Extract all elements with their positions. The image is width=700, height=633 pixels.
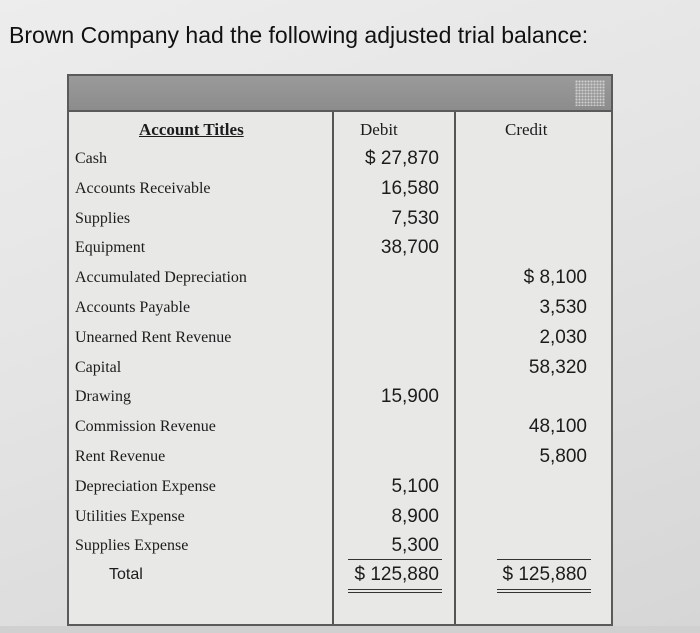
account-title-cell: Commission Revenue bbox=[75, 418, 216, 436]
account-title-cell: Unearned Rent Revenue bbox=[75, 328, 232, 346]
credit-double-underline bbox=[497, 592, 591, 593]
account-title-cell: Rent Revenue bbox=[75, 448, 166, 465]
debit-cell: 7,530 bbox=[391, 207, 439, 229]
account-title-cell: Cash bbox=[75, 150, 107, 167]
debit-total-rule bbox=[348, 559, 442, 560]
account-title-cell: Supplies Expense bbox=[75, 537, 189, 555]
table-row bbox=[69, 265, 611, 295]
credit-header: Credit bbox=[505, 120, 548, 139]
table-row bbox=[69, 146, 611, 176]
account-title-cell: Accumulated Depreciation bbox=[75, 269, 247, 287]
debit-header: Debit bbox=[360, 120, 398, 139]
debit-cell: 15,900 bbox=[380, 386, 439, 408]
debit-double-underline bbox=[348, 589, 442, 590]
table-row bbox=[69, 414, 611, 444]
account-title-cell: Depreciation Expense bbox=[75, 477, 216, 495]
total-row bbox=[69, 562, 611, 592]
total-debit: $ 125,880 bbox=[354, 564, 439, 585]
table-row bbox=[69, 444, 611, 474]
table-row bbox=[69, 235, 611, 265]
debit-cell: 5,100 bbox=[391, 475, 439, 497]
credit-cell: 3,530 bbox=[539, 297, 587, 318]
account-title-cell: Accounts Payable bbox=[75, 299, 191, 316]
page-title: Brown Company had the following adjusted trial balance: bbox=[9, 22, 589, 48]
debit-cell: 5,300 bbox=[391, 535, 439, 557]
table-row bbox=[69, 176, 611, 206]
credit-cell: 5,800 bbox=[539, 446, 587, 467]
table-row bbox=[69, 355, 611, 385]
table-row bbox=[69, 295, 611, 325]
account-title-cell: Utilities Expense bbox=[75, 507, 185, 525]
page-bottom-edge bbox=[0, 626, 700, 633]
account-title-cell: Equipment bbox=[75, 239, 146, 257]
debit-cell: 8,900 bbox=[391, 505, 439, 527]
table-header-band bbox=[69, 76, 611, 112]
credit-cell: $ 8,100 bbox=[523, 267, 587, 289]
debit-cell: 38,700 bbox=[380, 237, 439, 259]
table-row bbox=[69, 325, 611, 355]
table-row bbox=[69, 206, 611, 236]
credit-double-underline bbox=[497, 589, 591, 590]
table-row bbox=[69, 384, 611, 414]
total-credit: $ 125,880 bbox=[502, 564, 587, 585]
account-title-cell: Accounts Receivable bbox=[75, 179, 211, 197]
account-title-cell: Drawing bbox=[75, 388, 131, 406]
trial-balance-table bbox=[67, 74, 613, 626]
account-title-cell: Capital bbox=[75, 358, 122, 376]
credit-total-rule bbox=[497, 559, 591, 560]
account-title-cell: Supplies bbox=[75, 209, 131, 227]
debit-cell: 16,580 bbox=[380, 177, 439, 199]
table-row bbox=[69, 474, 611, 504]
header-pattern bbox=[575, 80, 605, 106]
debit-cell: $ 27,870 bbox=[365, 148, 439, 169]
debit-double-underline bbox=[348, 592, 442, 593]
table-row bbox=[69, 504, 611, 534]
total-label: Total bbox=[109, 566, 143, 583]
account-titles-header: Account Titles bbox=[139, 120, 244, 139]
credit-cell: 48,100 bbox=[528, 416, 587, 438]
credit-cell: 2,030 bbox=[539, 326, 587, 348]
credit-cell: 58,320 bbox=[528, 356, 587, 378]
